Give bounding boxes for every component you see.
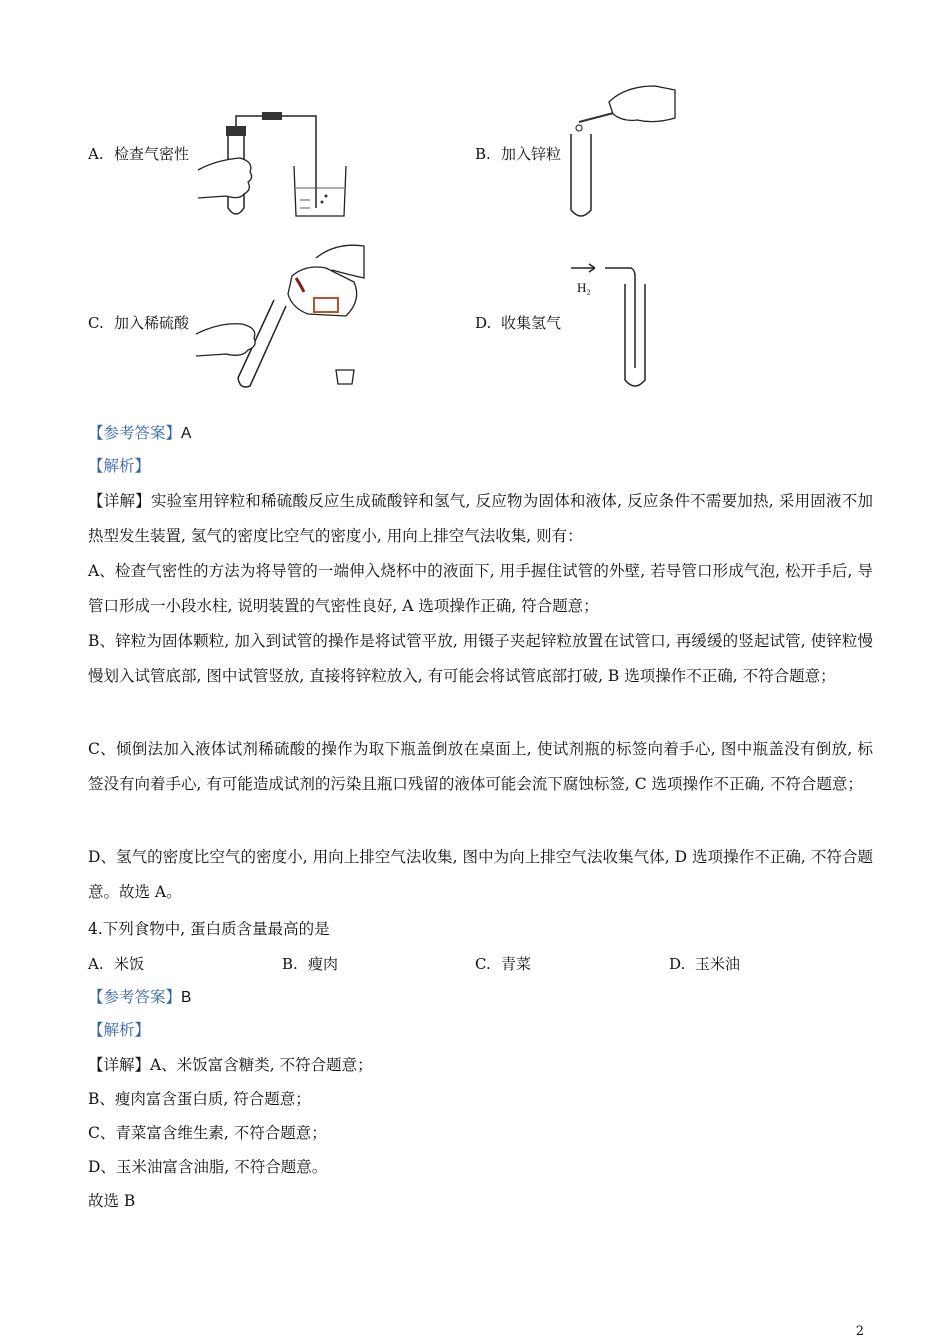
test-tube-b [571,134,591,216]
q4-option-a: A. 米饭 [88,955,145,973]
q4-detail-d: D、玉米油富含油脂, 不符合题意。 [88,1158,328,1176]
hand-b [609,86,675,122]
figure-airtightness-check [196,108,356,223]
q3-option-c: C. 加入稀硫酸 [88,314,190,332]
q3-option-b: B. 加入锌粒 [475,145,562,163]
rubber-joint-a [262,112,282,120]
q4-conclusion: 故选 B [88,1192,136,1210]
delivery-tube-d [605,268,635,368]
q4-option-d: D. 玉米油 [669,955,741,973]
hand-c [196,324,255,356]
q4-answer: 【参考答案】B [88,989,192,1006]
q3-para-d: D、氢气的密度比空气的密度小, 用向上排空气法收集, 图中为向上排空气法收集气体, D 选项操作不正确, 不符合题意。故选 A。 [88,848,873,901]
zinc-grain-b [576,125,582,131]
q4-option-c: C. 青菜 [475,955,532,973]
q3-analysis-label: 【解析】 [88,458,151,475]
q3-answer: 【参考答案】A [88,425,192,442]
q3-para-c: C、倾倒法加入液体试剂稀硫酸的操作为取下瓶盖倒放在桌面上, 使试剂瓶的标签向着手心, 图中瓶盖没有倒放, 标签没有向着手心, 有可能造成试剂的污染且瓶口残留的液体可能会流下腐蚀标签, C 选项操作不正确, 不符合题意； [88,740,873,793]
q4-option-b: B. 瘦肉 [282,955,339,973]
q4-detail-c: C、青菜富含维生素, 不符合题意； [88,1124,327,1142]
figure-add-sulfuric-acid [196,238,366,393]
q3-detail: 【详解】实验室用锌粒和稀硫酸反应生成硫酸锌和氢气, 反应物为固体和液体, 反应条件不需要加热, 采用固液不加热型发生装置, 氢气的密度比空气的密度小, 用向上排空气法收集, 则有： [88,492,873,545]
q4-analysis-label: 【解析】 [88,1022,151,1039]
stopper-a [226,126,246,136]
page-number: 2 [855,1324,864,1339]
q4-detail-b: B、瘦肉富含蛋白质, 符合题意； [88,1090,311,1108]
figure-add-zinc [565,82,680,222]
q4-stem: 4.下列食物中, 蛋白质含量最高的是 [88,920,330,938]
q3-para-b: B、锌粒为固体颗粒, 加入到试管的操作是将试管平放, 用镊子夹起锌粒放置在试管口, 再缓缓的竖起试管, 使锌粒慢慢划入试管底部, 图中试管竖放, 直接将锌粒放入, 有可能会将试管底部打破, B 选项操作不正确, 不符合题意； [88,632,873,685]
h2-label: H₂ [577,280,591,295]
q3-option-d: D. 收集氢气 [475,314,562,332]
q4-detail-a: 【详解】A、米饭富含糖类, 不符合题意； [88,1056,373,1074]
q3-option-a: A. 检查气密性 [88,145,190,163]
stopper-c [336,370,354,384]
q3-para-a: A、检查气密性的方法为将导管的一端伸入烧杯中的液面下, 用手握住试管的外壁, 若导管口形成气泡, 松开手后, 导管口形成一小段水柱, 说明装置的气密性良好, A 选项操作正确, 符合题意； [88,562,873,615]
hand-a [198,158,252,198]
figure-collect-hydrogen [565,258,665,393]
